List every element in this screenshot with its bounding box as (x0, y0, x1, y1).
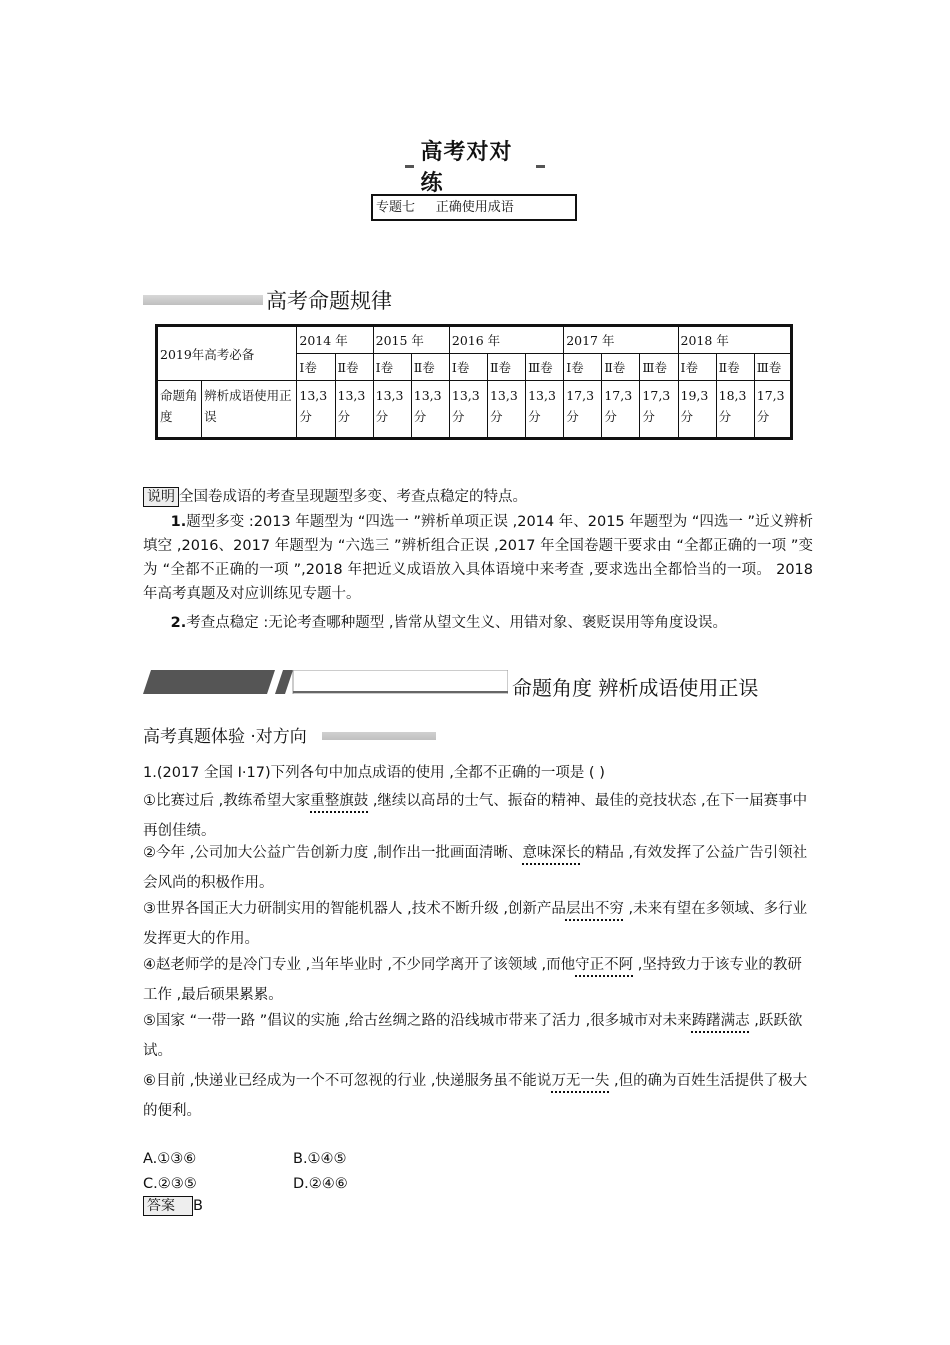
score-cell: 13,3分 (411, 381, 449, 439)
sentence-text: ④赵老师学的是冷门专业 ,当年毕业时 ,不少同学离开了该领域 ,而他 (143, 957, 576, 973)
paper-header: Ⅰ卷 (297, 354, 335, 381)
row-label-cell: 命题角度 (157, 381, 202, 439)
answer-label: 答案 (143, 1196, 193, 1216)
year-header: 2017 年 (564, 326, 678, 354)
section-heading-bar (143, 295, 263, 305)
option-a: A.①③⑥ (143, 1151, 197, 1167)
question-stem: 1.(2017 全国 Ⅰ·17)下列各句中加点成语的使用 ,全都不正确的一项是 ( ) (143, 765, 605, 781)
paper-header: Ⅰ卷 (678, 354, 716, 381)
paper-header: Ⅰ卷 (564, 354, 602, 381)
dotted-idiom: 万无一失 (551, 1073, 610, 1089)
option-b: B.①④⑤ (293, 1151, 347, 1167)
answer-line (143, 1196, 203, 1216)
paper-header: Ⅰ卷 (449, 354, 487, 381)
option-d: D.②④⑥ (293, 1176, 348, 1192)
score-cell: 13,3分 (373, 381, 411, 439)
dotted-idiom: 层出不穷 (565, 901, 624, 917)
p1-number: 1. (170, 514, 187, 530)
paper-header: Ⅰ卷 (373, 354, 411, 381)
question-sentence-3 (143, 894, 808, 954)
paper-header: Ⅲ卷 (640, 354, 678, 381)
option-c: C.②③⑤ (143, 1176, 197, 1192)
score-cell: 17,3分 (564, 381, 602, 439)
year-header: 2018 年 (678, 326, 791, 354)
dotted-idiom: 意味深长 (522, 845, 581, 861)
table-corner-cell: 2019年高考必备 (157, 326, 297, 381)
question-sentence-5 (143, 1006, 808, 1066)
sentence-text: ,未来有望在多领域、多行业发挥更大的作用。 (143, 901, 808, 947)
dotted-idiom: 踌躇满志 (691, 1013, 750, 1029)
score-cell: 13,3分 (487, 381, 525, 439)
paper-header: Ⅲ卷 (754, 354, 791, 381)
sentence-text: ,坚持致力于该专业的教研工作 ,最后硕果累累。 (143, 957, 802, 1003)
question-sentence-4 (143, 950, 808, 1010)
banner-right-bar (536, 165, 545, 168)
question-sentence-2 (143, 838, 808, 898)
note-paragraph-1 (143, 510, 813, 606)
topic-name: 正确使用成语 (435, 200, 514, 215)
score-cell: 13,3分 (526, 381, 564, 439)
section-title-law: 高考命题规律 (266, 289, 392, 313)
section-heading-graphic (143, 670, 508, 694)
note-paragraph-2 (143, 611, 813, 635)
paper-header: Ⅱ卷 (411, 354, 449, 381)
sentence-text: ⑤国家 “一带一路 ”倡议的实施 ,给古丝绸之路的沿线城市带来了活力 ,很多城市对未来 (143, 1013, 692, 1029)
score-cell: 17,3分 (602, 381, 640, 439)
answer-value: B (193, 1198, 203, 1214)
page-banner (405, 139, 545, 196)
sentence-text: ③世界各国正大力研制实用的智能机器人 ,技术不断升级 ,创新产品 (143, 901, 566, 917)
note-intro: 全国卷成语的考查呈现题型多变、考查点稳定的特点。 (179, 489, 527, 505)
paper-header: Ⅲ卷 (526, 354, 564, 381)
exam-law-table (155, 324, 793, 440)
score-cell: 17,3分 (640, 381, 678, 439)
question-sentence-6 (143, 1066, 808, 1126)
sentence-text: ⑥目前 ,快递业已经成为一个不可忽视的行业 ,快递服务虽不能说 (143, 1073, 552, 1089)
dotted-idiom: 重整旗鼓 (310, 793, 369, 809)
banner-left-bar (405, 165, 414, 168)
year-header: 2016 年 (449, 326, 563, 354)
score-cell: 13,3分 (297, 381, 335, 439)
score-cell: 18,3分 (716, 381, 754, 439)
note-label: 说明 (143, 487, 179, 507)
sentence-text: ②今年 ,公司加大公益广告创新力度 ,制作出一批画面清晰、 (143, 845, 523, 861)
p1-text: 题型多变 :2013 年题型为 “四选一 ”辨析单项正误 ,2014 年、2015 年题型为 “四选一 ”近义辨析填空 ,2016、2017 年题型为 “六选三 ”辨析组合正误 ,2017 年全国卷题干要求由 “全都正确的一项 ”变为 “全都不正确的一项 ”,2018 年把近义成语放入具体语境中来考查 ,要求选出全都恰当的一项。 2018 年高考真题及对应训练见专题十。 (143, 514, 813, 602)
topic-box (371, 194, 577, 221)
section-title-angle: 命题角度 辨析成语使用正误 (512, 676, 759, 700)
note-line (143, 485, 823, 509)
paper-header: Ⅱ卷 (716, 354, 754, 381)
year-header: 2014 年 (297, 326, 373, 354)
sentence-text: ,但的确为百姓生活提供了极大的便利。 (143, 1073, 808, 1119)
topic-label: 专题七 (376, 200, 416, 215)
score-cell: 17,3分 (754, 381, 791, 439)
paper-header: Ⅱ卷 (602, 354, 640, 381)
sentence-text: ①比赛过后 ,教练希望大家 (143, 793, 311, 809)
p2-number: 2. (170, 615, 187, 631)
p2-text: 考查点稳定 :无论考查哪种题型 ,皆常从望文生义、用错对象、褒贬误用等角度设误。 (186, 615, 727, 631)
paper-header: Ⅱ卷 (335, 354, 373, 381)
dotted-idiom: 守正不阿 (575, 957, 634, 973)
paper-header: Ⅱ卷 (487, 354, 525, 381)
sentence-text: ,跃跃欲试。 (143, 1013, 803, 1059)
score-cell: 13,3分 (335, 381, 373, 439)
score-cell: 13,3分 (449, 381, 487, 439)
question-sentence-1 (143, 786, 808, 846)
year-header: 2015 年 (373, 326, 449, 354)
section-heading-bar (322, 732, 436, 740)
sentence-text: 的精品 ,有效发挥了公益广告引领社会风尚的积极作用。 (143, 845, 808, 891)
angle-cell: 辨析成语使用正误 (202, 381, 297, 439)
section-title-practice: 高考真题体验 ·对方向 (143, 727, 307, 747)
score-cell: 19,3分 (678, 381, 716, 439)
banner-title: 高考对对练 (420, 139, 513, 196)
sentence-text: ,继续以高昂的士气、振奋的精神、最佳的竞技状态 ,在下一届赛事中再创佳绩。 (143, 793, 808, 839)
